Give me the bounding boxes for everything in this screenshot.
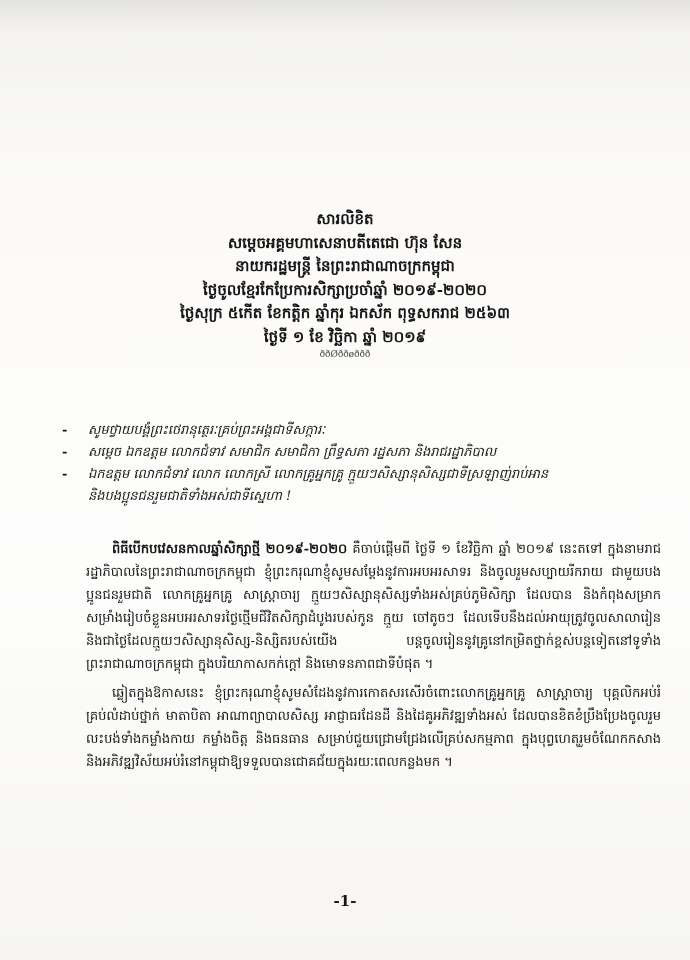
speaker-role: នាយករដ្ឋមន្ត្រី នៃព្រះរាជាណាចក្រកម្ពុជា <box>235 257 455 275</box>
solar-date: ថ្ងៃទី ១ ខែ វិច្ឆិកា ឆ្នាំ ២០១៩ <box>263 327 427 346</box>
salutation-item <box>58 442 658 464</box>
letter-title: សារលិខិត <box>316 210 374 228</box>
salutation-text: ឯកឧត្តម លោកជំទាវ លោក លោកស្រី លោកគ្រូអ្នកគ្រូ ក្មួយៗសិស្សានុសិស្សជាទីស្រឡាញ់រាប់អាន <box>88 467 549 482</box>
paragraph-text: គឺចាប់ផ្តើមពី ថ្ងៃទី ១ ខែវិច្ឆិកា ឆ្នាំ ២០១៩ នេះតទៅ ក្នុងនាមរាជរដ្ឋាភិបាលនៃព្រះរាជាណាចក្រកម្ពុជា ខ្ញុំព្រះករុណាខ្ញុំសូមសម្តែងនូវការអបអរសាទរ និងចូលរួមសប្បាយរីករាយ ជាមួយបងប្អូនជនរួមជាតិ លោកគ្រូអ្នកគ្រូ សាស្ត្រាចារ្យ ក្មួយៗសិស្សានុសិស្សទាំងអស់គ្រប់ភូមិសិក្សា ដែលបាន និងកំពុងសម្រាកសម្រាំងរៀបចំខ្លួនអបអរសាទរថ្ងៃថ្មើមជីវិតសិក្សាដំបូងរបស់កូន ក្មួយ ចៅតូចៗ ដែលទើបនឹងដល់អាយុត្រូវចូលសាលារៀន និងជាថ្ងៃដែលក្មួយៗសិស្សានុសិស្ស-និស្សិតរបស់យើង បន្តចូលរៀននូវគ្រូនៅកម្រិតថ្នាក់ខ្ពស់បន្តទៀតនៅទូទាំងព្រះរាជាណាចក្រកម្ពុជា ក្នុងបរិយាកាសកក់ក្តៅ និងមោទនភាពជាទីបំផុត ។ <box>86 542 661 672</box>
bullet-dash: - <box>62 467 68 482</box>
salutation-text: សូមថ្វាយបង្គំព្រះថេរានុត្ថេរៈគ្រប់ព្រះអង្គជាទីសក្ការៈ <box>88 423 326 438</box>
bullet-dash: - <box>62 445 68 460</box>
body-paragraph: ឆ្លៀតក្នុងឱកាសនេះ ខ្ញុំព្រះករុណាខ្ញុំសូមសំដែងនូវការកោតសរសើរចំពោះលោកគ្រូអ្នកគ្រូ សាស្ត្រាចារ្យ បុគ្គលិកអប់រំគ្រប់លំដាប់ថ្នាក់ មាតាបិតា អាណាព្យាបាលសិស្ស អាជ្ញាធរដែនដី និងដៃគូអភិវឌ្ឍទាំងអស់ ដែលបានខិតខំប្រឹងប្រែងចូលរួមលះបង់ទាំងកម្លាំងកាយ កម្លាំងចិត្ត និងធនធាន សម្រាប់ជួយជ្រោមជ្រែងលើគ្រប់សកម្មភាព ក្នុងបុព្វហេតុរួមចំណែកកសាង និងអភិវឌ្ឍវិស័យអប់រំនៅកម្ពុជាឱ្យទទួលបានជោគជ័យក្នុងរយៈពេលកន្លងមក ។ <box>86 686 661 770</box>
page-number: -1- <box>333 892 357 910</box>
lunar-date: ថ្ងៃសុក្រ ៥កើត ខែកត្តិក ឆ្នាំកុរ ឯកស័ក ពុទ្ធសករាជ ២៥៦៣ <box>180 304 510 322</box>
speaker-name: សម្តេចអគ្គមហាសេនាបតីតេជោ ហ៊ុន សែន <box>227 233 463 252</box>
letter-header <box>0 208 690 361</box>
ornament-code: ððØððøððð <box>319 350 371 360</box>
salutation-text: សម្តេច ឯកឧត្តម លោកជំទាវ សមាជិក សមាជិកា ព្រឹទ្ធសភា រដ្ឋសភា និងរាជរដ្ឋាភិបាល <box>88 445 497 460</box>
salutation-continuation: និងបងប្អូនជនរួមជាតិទាំងអស់ជាទីស្នេហា ! <box>88 489 292 504</box>
paragraph-lead: ពិធីបើកបវេសនកាលឆ្នាំសិក្សាថ្មី ២០១៩-២០២០ <box>112 542 348 557</box>
salutation-item <box>58 464 658 508</box>
letter-body <box>86 538 661 780</box>
salutation-item <box>58 420 658 442</box>
page-shadow <box>0 0 690 30</box>
bullet-dash: - <box>62 423 68 438</box>
body-paragraph <box>86 538 661 676</box>
occasion-line: ថ្ងៃចូលខ្មែរកែប្រែការសិក្សាប្រចាំឆ្នាំ ២០១៩-២០២០ <box>203 280 487 299</box>
salutation-list <box>58 420 658 508</box>
